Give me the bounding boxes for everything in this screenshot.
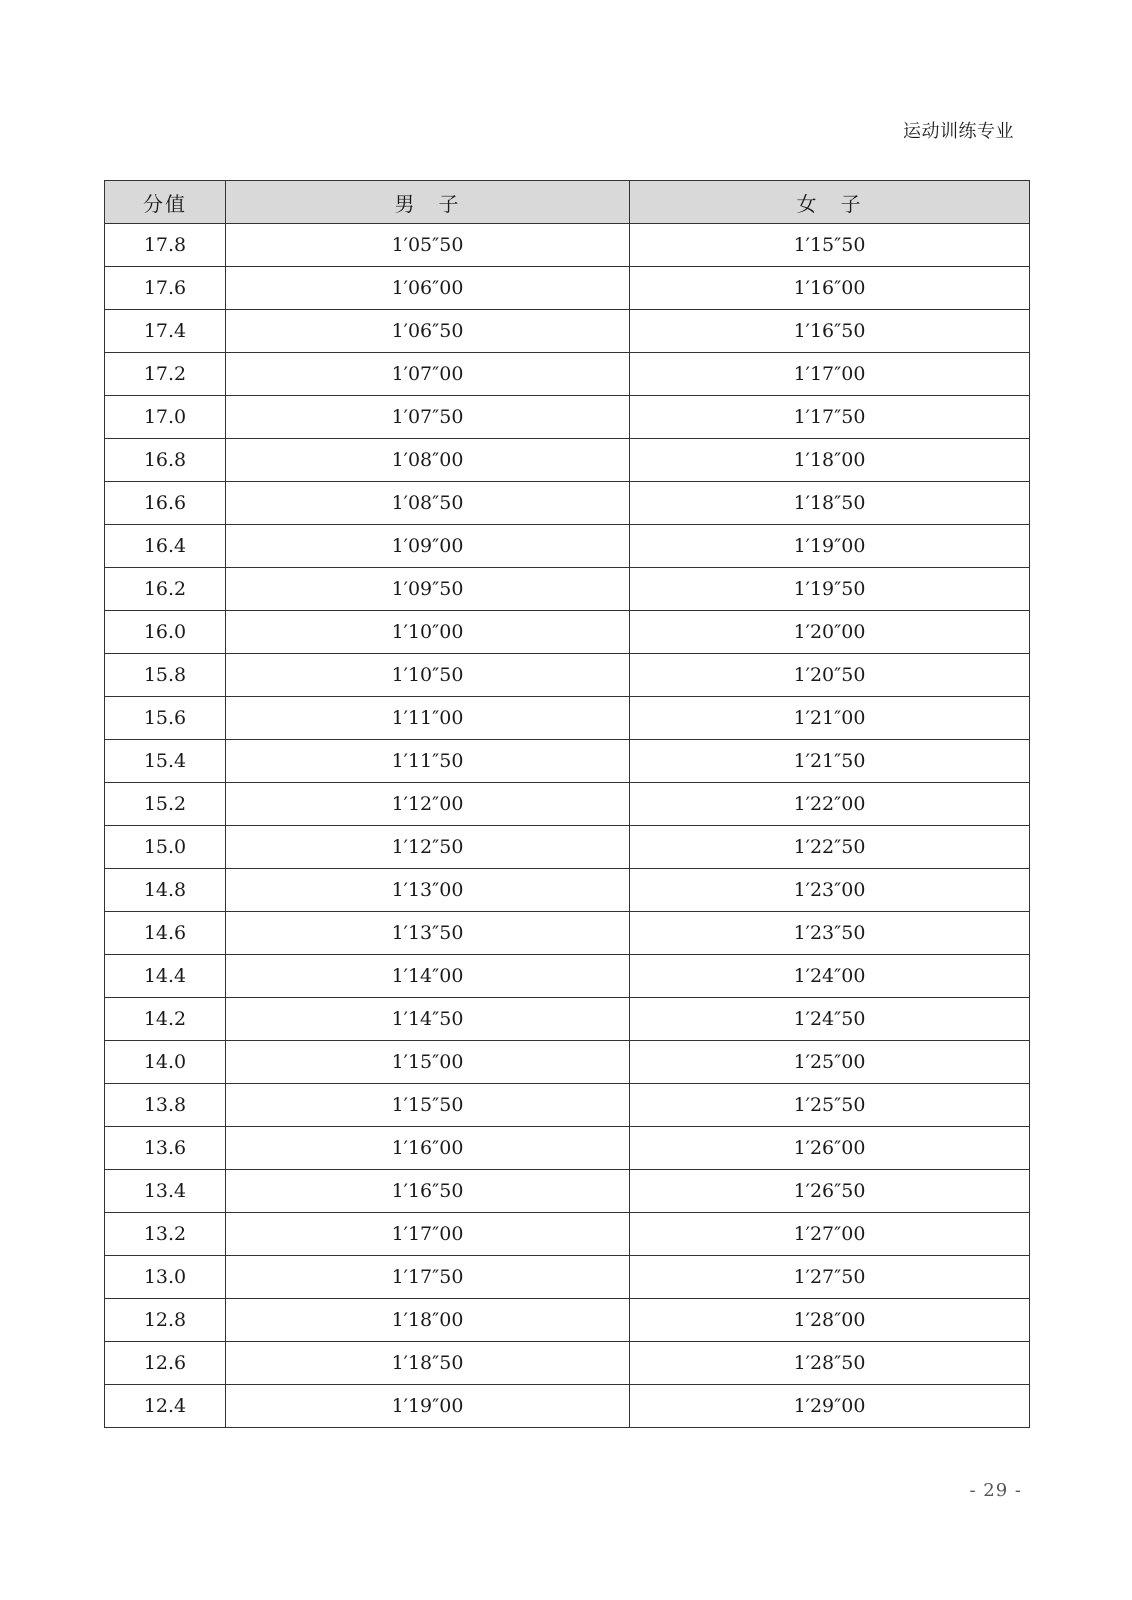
table-row (105, 396, 1030, 439)
male-time-cell: 1′10″50 (226, 654, 630, 697)
female-time-cell: 1′17″50 (630, 396, 1030, 439)
female-time-cell: 1′25″00 (630, 1041, 1030, 1084)
female-time-cell: 1′28″00 (630, 1299, 1030, 1342)
female-time-cell: 1′29″00 (630, 1385, 1030, 1428)
score-cell: 17.2 (105, 353, 226, 396)
female-time-cell: 1′16″50 (630, 310, 1030, 353)
table-row (105, 267, 1030, 310)
table-row (105, 955, 1030, 998)
page-header-title: 运动训练专业 (903, 121, 1014, 142)
male-time-cell: 1′10″00 (226, 611, 630, 654)
column-header-score: 分值 (105, 181, 226, 224)
table-row (105, 525, 1030, 568)
table-row (105, 826, 1030, 869)
column-header-male: 男 子 (226, 181, 630, 224)
female-time-cell: 1′19″00 (630, 525, 1030, 568)
table-row (105, 697, 1030, 740)
score-cell: 13.0 (105, 1256, 226, 1299)
male-time-cell: 1′09″00 (226, 525, 630, 568)
score-cell: 12.4 (105, 1385, 226, 1428)
female-time-cell: 1′26″50 (630, 1170, 1030, 1213)
score-cell: 17.4 (105, 310, 226, 353)
score-cell: 12.8 (105, 1299, 226, 1342)
table-row (105, 1385, 1030, 1428)
female-time-cell: 1′24″00 (630, 955, 1030, 998)
female-time-cell: 1′18″00 (630, 439, 1030, 482)
column-header-female: 女 子 (630, 181, 1030, 224)
table-row (105, 1213, 1030, 1256)
male-time-cell: 1′05″50 (226, 224, 630, 267)
table-row (105, 1170, 1030, 1213)
table-row (105, 310, 1030, 353)
score-cell: 14.6 (105, 912, 226, 955)
female-time-cell: 1′16″00 (630, 267, 1030, 310)
score-cell: 13.2 (105, 1213, 226, 1256)
table-row (105, 1041, 1030, 1084)
score-cell: 16.0 (105, 611, 226, 654)
male-time-cell: 1′09″50 (226, 568, 630, 611)
table-row (105, 1299, 1030, 1342)
table-row (105, 568, 1030, 611)
table-header (105, 181, 1030, 224)
female-time-cell: 1′26″00 (630, 1127, 1030, 1170)
male-time-cell: 1′18″00 (226, 1299, 630, 1342)
score-cell: 13.6 (105, 1127, 226, 1170)
female-time-cell: 1′21″50 (630, 740, 1030, 783)
table-row (105, 998, 1030, 1041)
table-row (105, 869, 1030, 912)
score-cell: 15.6 (105, 697, 226, 740)
table-row (105, 783, 1030, 826)
male-time-cell: 1′17″50 (226, 1256, 630, 1299)
score-cell: 14.8 (105, 869, 226, 912)
male-time-cell: 1′07″50 (226, 396, 630, 439)
page-number: - 29 - (969, 1480, 1022, 1501)
female-time-cell: 1′27″50 (630, 1256, 1030, 1299)
score-cell: 14.0 (105, 1041, 226, 1084)
score-cell: 15.4 (105, 740, 226, 783)
header-row (105, 181, 1030, 224)
table-row (105, 740, 1030, 783)
table-row (105, 439, 1030, 482)
score-cell: 16.8 (105, 439, 226, 482)
female-time-cell: 1′19″50 (630, 568, 1030, 611)
male-time-cell: 1′08″50 (226, 482, 630, 525)
female-time-cell: 1′23″50 (630, 912, 1030, 955)
female-time-cell: 1′20″00 (630, 611, 1030, 654)
male-time-cell: 1′11″00 (226, 697, 630, 740)
score-cell: 16.4 (105, 525, 226, 568)
male-time-cell: 1′15″50 (226, 1084, 630, 1127)
table-row (105, 1256, 1030, 1299)
male-time-cell: 1′06″50 (226, 310, 630, 353)
male-time-cell: 1′08″00 (226, 439, 630, 482)
table-row (105, 1084, 1030, 1127)
score-cell: 14.4 (105, 955, 226, 998)
score-cell: 15.0 (105, 826, 226, 869)
female-time-cell: 1′25″50 (630, 1084, 1030, 1127)
female-time-cell: 1′15″50 (630, 224, 1030, 267)
score-table (104, 180, 1030, 1428)
score-cell: 15.2 (105, 783, 226, 826)
female-time-cell: 1′27″00 (630, 1213, 1030, 1256)
female-time-cell: 1′21″00 (630, 697, 1030, 740)
female-time-cell: 1′22″00 (630, 783, 1030, 826)
female-time-cell: 1′20″50 (630, 654, 1030, 697)
score-cell: 12.6 (105, 1342, 226, 1385)
table-row (105, 611, 1030, 654)
table-row (105, 1127, 1030, 1170)
female-time-cell: 1′24″50 (630, 998, 1030, 1041)
table-row (105, 654, 1030, 697)
male-time-cell: 1′17″00 (226, 1213, 630, 1256)
male-time-cell: 1′11″50 (226, 740, 630, 783)
male-time-cell: 1′16″00 (226, 1127, 630, 1170)
score-cell: 16.2 (105, 568, 226, 611)
female-time-cell: 1′28″50 (630, 1342, 1030, 1385)
table-row (105, 912, 1030, 955)
score-cell: 16.6 (105, 482, 226, 525)
score-cell: 15.8 (105, 654, 226, 697)
score-cell: 17.0 (105, 396, 226, 439)
female-time-cell: 1′23″00 (630, 869, 1030, 912)
female-time-cell: 1′18″50 (630, 482, 1030, 525)
male-time-cell: 1′12″00 (226, 783, 630, 826)
table-row (105, 224, 1030, 267)
male-time-cell: 1′19″00 (226, 1385, 630, 1428)
male-time-cell: 1′07″00 (226, 353, 630, 396)
table-body (105, 224, 1030, 1428)
male-time-cell: 1′13″00 (226, 869, 630, 912)
male-time-cell: 1′14″50 (226, 998, 630, 1041)
male-time-cell: 1′16″50 (226, 1170, 630, 1213)
score-cell: 17.8 (105, 224, 226, 267)
female-time-cell: 1′17″00 (630, 353, 1030, 396)
score-cell: 13.8 (105, 1084, 226, 1127)
male-time-cell: 1′14″00 (226, 955, 630, 998)
table-row (105, 353, 1030, 396)
score-cell: 17.6 (105, 267, 226, 310)
table-row (105, 482, 1030, 525)
score-cell: 14.2 (105, 998, 226, 1041)
male-time-cell: 1′15″00 (226, 1041, 630, 1084)
female-time-cell: 1′22″50 (630, 826, 1030, 869)
male-time-cell: 1′13″50 (226, 912, 630, 955)
male-time-cell: 1′12″50 (226, 826, 630, 869)
male-time-cell: 1′18″50 (226, 1342, 630, 1385)
score-cell: 13.4 (105, 1170, 226, 1213)
table-row (105, 1342, 1030, 1385)
male-time-cell: 1′06″00 (226, 267, 630, 310)
